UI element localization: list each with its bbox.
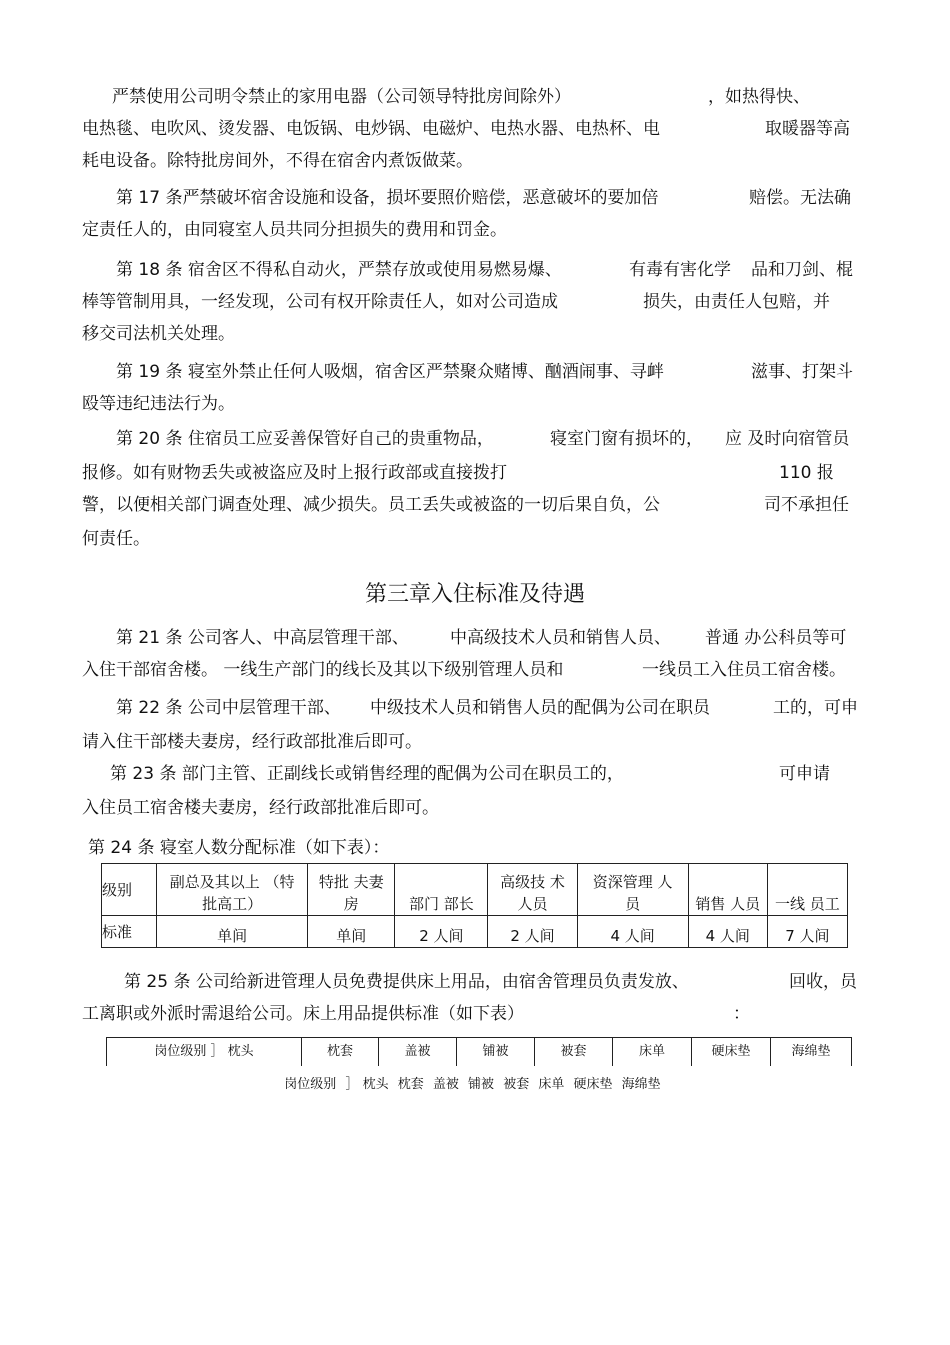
bedding-table-header: 盖被 bbox=[379, 1038, 457, 1067]
bedding-table-header: 铺被 bbox=[457, 1038, 535, 1067]
room-table-header-line1: 资深管理 人 bbox=[592, 873, 673, 891]
article-21-text-c: 普通 办公科员等可 bbox=[705, 628, 847, 648]
bedding-caption-item: 床单 bbox=[538, 1077, 565, 1092]
article-19-text-a: 第 19 条 寝室外禁止任何人吸烟，宿舍区严禁聚众赌博、酗酒闹事、寻衅 bbox=[116, 362, 664, 382]
article-18-text-c: 品和刀剑、棍 bbox=[751, 260, 853, 280]
bedding-caption-item: 海绵垫 bbox=[621, 1077, 661, 1092]
article-25-text-c: 工离职或外派时需退给公司。床上用品提供标准（如下表） bbox=[82, 1004, 524, 1024]
article-20-text-c: 应 及时向宿管员 bbox=[725, 429, 850, 449]
article-20-text-f: 警，以便相关部门调查处理、减少损失。员工丢失或被盗的一切后果自负，公 bbox=[82, 495, 660, 515]
article-18-text-e: 损失，由责任人包赔，并 bbox=[643, 292, 830, 312]
p1-line2-text-a: 电热毯、电吹风、烫发器、电饭锅、电炒锅、电磁炉、电热水器、电热杯、电 bbox=[82, 119, 660, 139]
chapter-title: 第三章入住标准及待遇 bbox=[364, 582, 585, 607]
room-allocation-table bbox=[101, 863, 848, 948]
bedding-caption-item: ］ 枕头 bbox=[345, 1077, 389, 1092]
room-table-header-line2: 房 bbox=[343, 895, 359, 913]
room-table-header bbox=[688, 864, 767, 916]
room-table-cell: 4 人间 bbox=[577, 916, 688, 948]
room-table-cell: 单间 bbox=[157, 916, 308, 948]
bedding-caption bbox=[0, 1073, 950, 1092]
bedding-caption-item: 盖被 bbox=[432, 1077, 459, 1092]
p1-line3-text: 耗电设备。除特批房间外，不得在宿舍内煮饭做菜。 bbox=[82, 151, 473, 171]
room-table-header-line1: 高级技 术 bbox=[500, 873, 565, 891]
room-table-cell: 2 人间 bbox=[488, 916, 577, 948]
article-23-text-a: 第 23 条 部门主管、正副线长或销售经理的配偶为公司在职员工的， bbox=[110, 764, 624, 784]
bedding-caption-item: 被套 bbox=[503, 1077, 530, 1092]
room-table-header-row bbox=[102, 864, 848, 916]
article-21-text-d: 入住干部宿舍楼。 一线生产部门的线长及其以下级别管理人员和 bbox=[82, 660, 564, 680]
bedding-table-header: 岗位级别 ］ 枕头 bbox=[107, 1038, 302, 1067]
room-table-cell: 4 人间 bbox=[688, 916, 767, 948]
article-22-text-d: 请入住干部楼夫妻房，经行政部批准后即可。 bbox=[82, 732, 422, 752]
article-24-text: 第 24 条 寝室人数分配标准（如下表）： bbox=[88, 838, 390, 858]
article-25-text-b: 回收，员 bbox=[789, 972, 857, 992]
room-table-header bbox=[488, 864, 577, 916]
room-table-header-line2: 员 bbox=[625, 895, 641, 913]
room-table-cell: 单间 bbox=[308, 916, 395, 948]
bedding-caption-item: 枕套 bbox=[397, 1077, 424, 1092]
room-table-header-line1: 副总及其以上 （特 bbox=[169, 873, 295, 891]
bedding-caption-item: 岗位级别 bbox=[284, 1077, 337, 1092]
article-19-text-b: 滋事、打架斗 bbox=[751, 362, 853, 382]
room-table-header bbox=[577, 864, 688, 916]
room-table-row-label: 标准 bbox=[102, 916, 157, 948]
article-21-text-a: 第 21 条 公司客人、中高层管理干部、 bbox=[116, 628, 409, 648]
bedding-table-header: 海绵垫 bbox=[771, 1038, 852, 1067]
article-22-text-b: 中级技术人员和销售人员的配偶为公司在职员 bbox=[370, 698, 710, 718]
room-table-standard-row bbox=[102, 916, 848, 948]
bedding-table-header: 床单 bbox=[613, 1038, 692, 1067]
article-20-text-g: 司不承担任 bbox=[764, 495, 849, 515]
bedding-caption-item: 硬床垫 bbox=[573, 1077, 613, 1092]
room-table-cell: 7 人间 bbox=[767, 916, 847, 948]
room-table-header-line2: 人员 bbox=[517, 895, 548, 913]
bedding-table-header-row bbox=[107, 1038, 852, 1067]
article-22-text-c: 工的，可申 bbox=[773, 698, 858, 718]
room-table-header bbox=[395, 864, 488, 916]
article-20-text-h: 何责任。 bbox=[82, 529, 150, 549]
article-23-text-b: 可申请 bbox=[779, 764, 830, 784]
article-21-text-e: 一线员工入住员工宿舍楼。 bbox=[642, 660, 846, 680]
bedding-caption-item: 铺被 bbox=[468, 1077, 495, 1092]
p1-line1-text-b: ，如热得快、 bbox=[708, 87, 810, 107]
article-22-text-a: 第 22 条 公司中层管理干部、 bbox=[116, 698, 341, 718]
article-25-text-a: 第 25 条 公司给新进管理人员免费提供床上用品，由宿舍管理员负责发放、 bbox=[124, 972, 689, 992]
bedding-table bbox=[106, 1037, 852, 1066]
article-19-text-c: 殴等违纪违法行为。 bbox=[82, 394, 235, 414]
article-21-text-b: 中高级技术人员和销售人员、 bbox=[450, 628, 671, 648]
article-17-text-c: 定责任人的，由同寝室人员共同分担损失的费用和罚金。 bbox=[82, 220, 507, 240]
p1-line2-text-b: 取暖器等高 bbox=[765, 119, 850, 139]
bedding-table-header: 枕套 bbox=[302, 1038, 379, 1067]
room-table-header-line2: 部门 部长 bbox=[409, 895, 474, 913]
article-23-text-c: 入住员工宿舍楼夫妻房，经行政部批准后即可。 bbox=[82, 798, 439, 818]
article-17-text-b: 赔偿。无法确 bbox=[749, 188, 851, 208]
bedding-table-header: 被套 bbox=[535, 1038, 613, 1067]
room-table-header-line2: 批高工） bbox=[202, 895, 263, 913]
article-17-text-a: 第 17 条严禁破坏宿舍设施和设备，损坏要照价赔偿，恶意破坏的要加倍 bbox=[116, 188, 659, 208]
article-20-text-e: 110 报 bbox=[779, 463, 834, 483]
room-table-header-line2: 一线 员工 bbox=[775, 895, 840, 913]
article-20-text-b: 寝室门窗有损坏的， bbox=[550, 429, 703, 449]
article-18-text-b: 有毒有害化学 bbox=[629, 260, 731, 280]
room-table-header-line1: 特批 夫妻 bbox=[318, 873, 384, 891]
room-table-cell: 2 人间 bbox=[395, 916, 488, 948]
article-20-text-d: 报修。如有财物丢失或被盗应及时上报行政部或直接拨打 bbox=[82, 463, 507, 483]
room-table-header-label: 级别 bbox=[102, 864, 157, 916]
article-18-text-f: 移交司法机关处理。 bbox=[82, 324, 235, 344]
room-table-header bbox=[767, 864, 847, 916]
room-table-header bbox=[157, 864, 308, 916]
room-table-header bbox=[308, 864, 395, 916]
article-18-text-a: 第 18 条 宿舍区不得私自动火，严禁存放或使用易燃易爆、 bbox=[116, 260, 562, 280]
article-20-text-a: 第 20 条 住宿员工应妥善保管好自己的贵重物品， bbox=[116, 429, 494, 449]
article-18-text-d: 棒等管制用具，一经发现，公司有权开除责任人，如对公司造成 bbox=[82, 292, 558, 312]
article-25-text-d: ： bbox=[733, 1004, 750, 1024]
p1-line1-text-a: 严禁使用公司明令禁止的家用电器（公司领导特批房间除外） bbox=[112, 87, 571, 107]
bedding-table-header: 硬床垫 bbox=[692, 1038, 771, 1067]
room-table-header-line2: 销售 人员 bbox=[695, 895, 761, 913]
